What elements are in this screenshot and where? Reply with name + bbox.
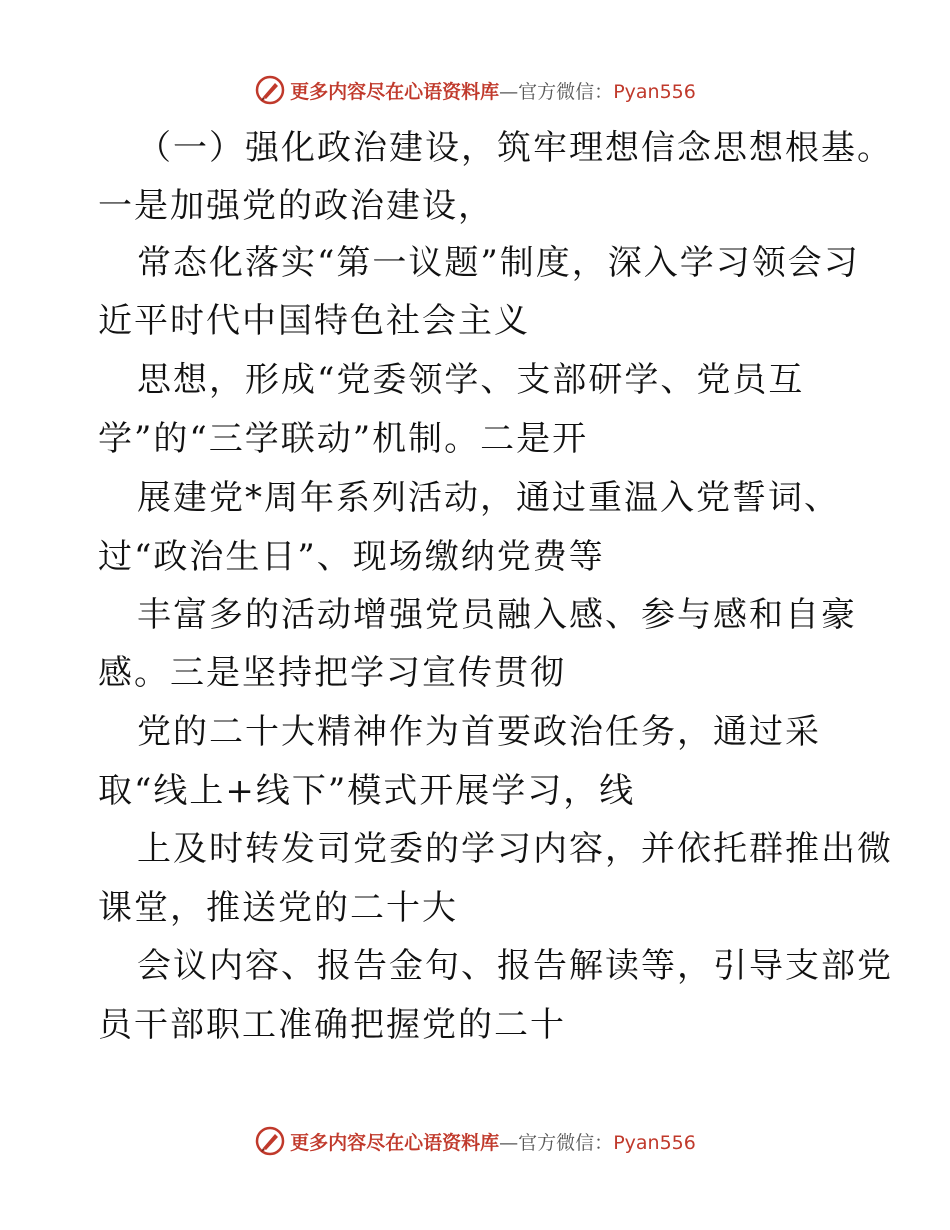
watermark-wechat-id: Pyan556 xyxy=(613,80,696,103)
body-line-11: 党的二十大精神作为首要政治任务，通过采 xyxy=(137,712,821,752)
watermark-separator: — xyxy=(499,80,519,103)
body-line-6: 学”的“三学联动”机制。二是开 xyxy=(98,419,589,459)
body-line-2: 一是加强党的政治建设， xyxy=(98,186,494,226)
quill-logo-icon xyxy=(254,74,286,106)
watermark-wechat-id: Pyan556 xyxy=(613,1131,696,1154)
body-line-12: 取“线上+线下”模式开展学习，线 xyxy=(98,771,636,811)
body-line-9: 丰富多的活动增强党员融入感、参与感和自豪 xyxy=(137,595,857,635)
body-line-14: 课堂，推送党的二十大 xyxy=(98,888,458,928)
body-line-16: 员干部职工准确把握党的二十 xyxy=(98,1005,566,1045)
watermark-label: 官方微信： xyxy=(518,1131,614,1154)
quill-logo-icon xyxy=(254,1125,286,1157)
body-line-8: 过“政治生日”、现场缴纳党费等 xyxy=(98,537,605,577)
header-watermark xyxy=(0,73,950,107)
body-line-3: 常态化落实“第一议题”制度，深入学习领会习 xyxy=(137,243,860,283)
watermark-main-text: 更多内容尽在心语资料库 xyxy=(290,80,500,103)
body-line-4: 近平时代中国特色社会主义 xyxy=(98,301,530,341)
watermark-label: 官方微信： xyxy=(518,80,614,103)
body-line-5: 思想，形成“党委领学、支部研学、党员互 xyxy=(137,360,805,400)
body-line-1: （一）强化政治建设，筑牢理想信念思想根基。 xyxy=(137,128,893,168)
watermark-separator: — xyxy=(499,1131,519,1154)
watermark-main-text: 更多内容尽在心语资料库 xyxy=(290,1131,500,1154)
body-line-10: 感。三是坚持把学习宣传贯彻 xyxy=(98,653,566,693)
body-line-13: 上及时转发司党委的学习内容，并依托群推出微 xyxy=(137,829,893,869)
footer-watermark xyxy=(0,1124,950,1158)
body-line-7: 展建党*周年系列活动，通过重温入党誓词、 xyxy=(137,478,840,518)
body-line-15: 会议内容、报告金句、报告解读等，引导支部党 xyxy=(137,946,893,986)
